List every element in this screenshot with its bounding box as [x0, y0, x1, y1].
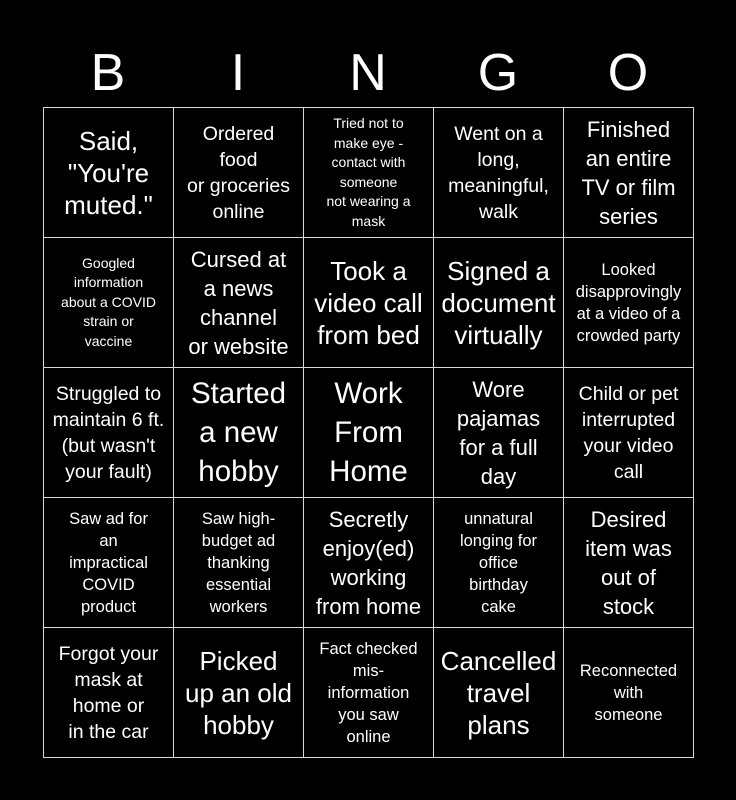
header-letter-i: I	[230, 44, 246, 102]
bingo-cell-r2-c1[interactable]	[43, 237, 173, 367]
bingo-cell-r3-c3[interactable]	[303, 367, 433, 497]
bingo-cell-text: Wore pajamas for a full day	[456, 376, 541, 489]
bingo-cell-r1-c1[interactable]	[43, 107, 173, 237]
header-letter-g: G	[477, 44, 519, 102]
bingo-cell-text: Struggled to maintain 6 ft. (but wasn't your fault)	[52, 382, 165, 483]
bingo-cell-text: Finished an entire TV or film series	[581, 116, 676, 229]
bingo-cell-text: Started a new hobby	[190, 377, 287, 488]
bingo-cell-text: Took a video call from bed	[314, 255, 423, 350]
bingo-cell-r2-c5[interactable]	[563, 237, 693, 367]
bingo-cell-text: Saw high- budget ad thanking essential workers	[201, 509, 276, 616]
bingo-cell-r1-c4[interactable]	[433, 107, 563, 237]
bingo-cell-r3-c2[interactable]	[173, 367, 303, 497]
bingo-cell-text: Cursed at a news channel or website	[188, 246, 289, 359]
bingo-cell-r3-c4[interactable]	[433, 367, 563, 497]
header-letter-b: B	[90, 44, 126, 102]
bingo-cell-r1-c2[interactable]	[173, 107, 303, 237]
header-letter-n: N	[349, 44, 387, 102]
bingo-cell-text: Looked disapprovingly at a video of a crowded party	[575, 260, 682, 345]
bingo-cell-text: Fact checked mis- information you saw online	[319, 639, 418, 746]
bingo-card-grid	[43, 107, 694, 758]
bingo-cell-r5-c1[interactable]	[43, 627, 173, 757]
bingo-cell-r4-c1[interactable]	[43, 497, 173, 627]
bingo-cell-r4-c3[interactable]	[303, 497, 433, 627]
bingo-cell-text: Googled information about a COVID strain or vaccine	[61, 254, 156, 349]
bingo-cell-text: Said, "You're muted."	[64, 125, 153, 220]
bingo-cell-r5-c5[interactable]	[563, 627, 693, 757]
bingo-cell-text: Tried not to make eye - contact with someone not wearing a mask	[326, 115, 411, 229]
bingo-cell-r2-c2[interactable]	[173, 237, 303, 367]
bingo-cell-r4-c2[interactable]	[173, 497, 303, 627]
bingo-cell-text: Reconnected with someone	[579, 661, 678, 724]
bingo-cell-r1-c5[interactable]	[563, 107, 693, 237]
bingo-cell-r2-c4[interactable]	[433, 237, 563, 367]
header-letter-o: O	[607, 44, 649, 102]
bingo-cell-r4-c4[interactable]	[433, 497, 563, 627]
bingo-cell-text: Desired item was out of stock	[585, 506, 672, 619]
bingo-cell-r3-c5[interactable]	[563, 367, 693, 497]
bingo-cell-text: Ordered food or groceries online	[187, 122, 290, 223]
bingo-cell-r5-c3[interactable]	[303, 627, 433, 757]
bingo-cell-r5-c4[interactable]	[433, 627, 563, 757]
bingo-cell-text: Work From Home	[329, 377, 408, 488]
bingo-cell-text: Went on a long, meaningful, walk	[448, 122, 549, 223]
bingo-cell-r2-c3[interactable]	[303, 237, 433, 367]
bingo-cell-text: Cancelled travel plans	[440, 645, 557, 740]
bingo-cell-r1-c3[interactable]	[303, 107, 433, 237]
bingo-cell-text: Picked up an old hobby	[185, 645, 292, 740]
bingo-cell-r5-c2[interactable]	[173, 627, 303, 757]
bingo-cell-text: Secretly enjoy(ed) working from home	[315, 506, 422, 619]
bingo-cell-text: Child or pet interrupted your video call	[578, 382, 679, 483]
bingo-cell-text: unnatural longing for office birthday cake	[459, 509, 538, 616]
bingo-cell-r4-c5[interactable]	[563, 497, 693, 627]
bingo-header	[43, 42, 693, 104]
bingo-cell-text: Signed a document virtually	[441, 255, 556, 350]
bingo-cell-text: Forgot your mask at home or in the car	[58, 642, 159, 743]
bingo-cell-r3-c1[interactable]	[43, 367, 173, 497]
bingo-cell-text: Saw ad for an impractical COVID product	[69, 509, 148, 616]
